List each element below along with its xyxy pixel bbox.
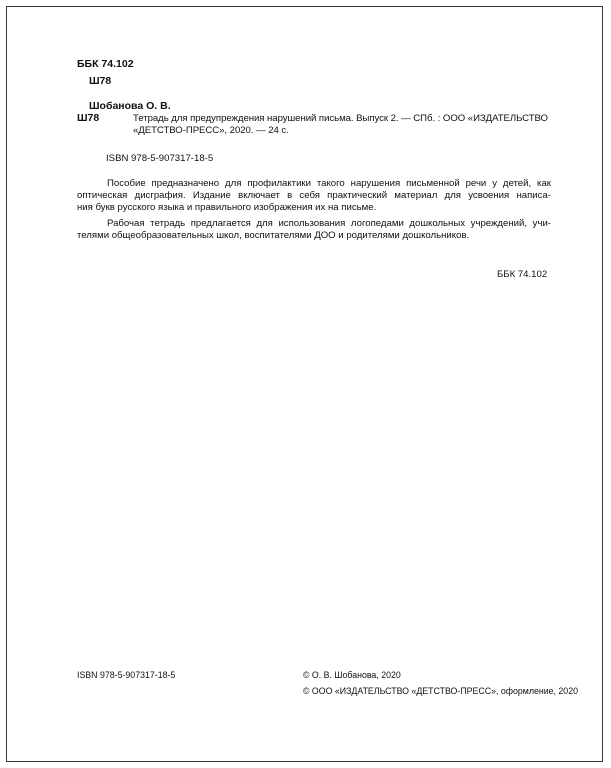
abstract-p1-line-3: ния букв русского языка и правильного изображения их на письме. — [77, 202, 377, 214]
cutter-code-inline: Ш78 — [77, 112, 100, 124]
isbn-footer: ISBN 978-5-907317-18-5 — [77, 670, 176, 680]
copyright-publisher: © ООО «ИЗДАТЕЛЬСТВО «ДЕТСТВО-ПРЕСС», оформление, 2020 — [303, 686, 578, 696]
author-name: Шобанова О. В. — [89, 100, 171, 112]
abstract-p1-line-2: оптическая дисграфия. Издание включает в себя практический материал для усвоения написа- — [77, 190, 551, 202]
isbn-main: ISBN 978-5-907317-18-5 — [106, 153, 214, 164]
copyright-author: © О. В. Шобанова, 2020 — [303, 670, 401, 680]
abstract-p2-line-1: Рабочая тетрадь предлагается для использования логопедами дошкольных учреждений, учи- — [107, 218, 551, 229]
abstract-p1-line-1: Пособие предназначено для профилактики такого нарушения письменной речи у детей, как — [107, 178, 551, 189]
title-description-line-2: «ДЕТСТВО-ПРЕСС», 2020. — 24 с. — [133, 125, 289, 136]
bbk-classification-right: ББК 74.102 — [497, 269, 548, 280]
bbk-classification: ББК 74.102 — [77, 58, 134, 70]
abstract-paragraph-1 — [77, 178, 551, 215]
abstract-paragraph-2 — [77, 218, 551, 242]
title-description-line-1: Тетрадь для предупреждения нарушений письма. Выпуск 2. — СПб. : ООО «ИЗДАТЕЛЬСТВО — [133, 113, 548, 124]
abstract-p2-line-2: телями общеобразовательных школ, воспитателями ДОО и родителями дошкольников. — [77, 230, 470, 242]
cutter-code: Ш78 — [89, 75, 112, 87]
